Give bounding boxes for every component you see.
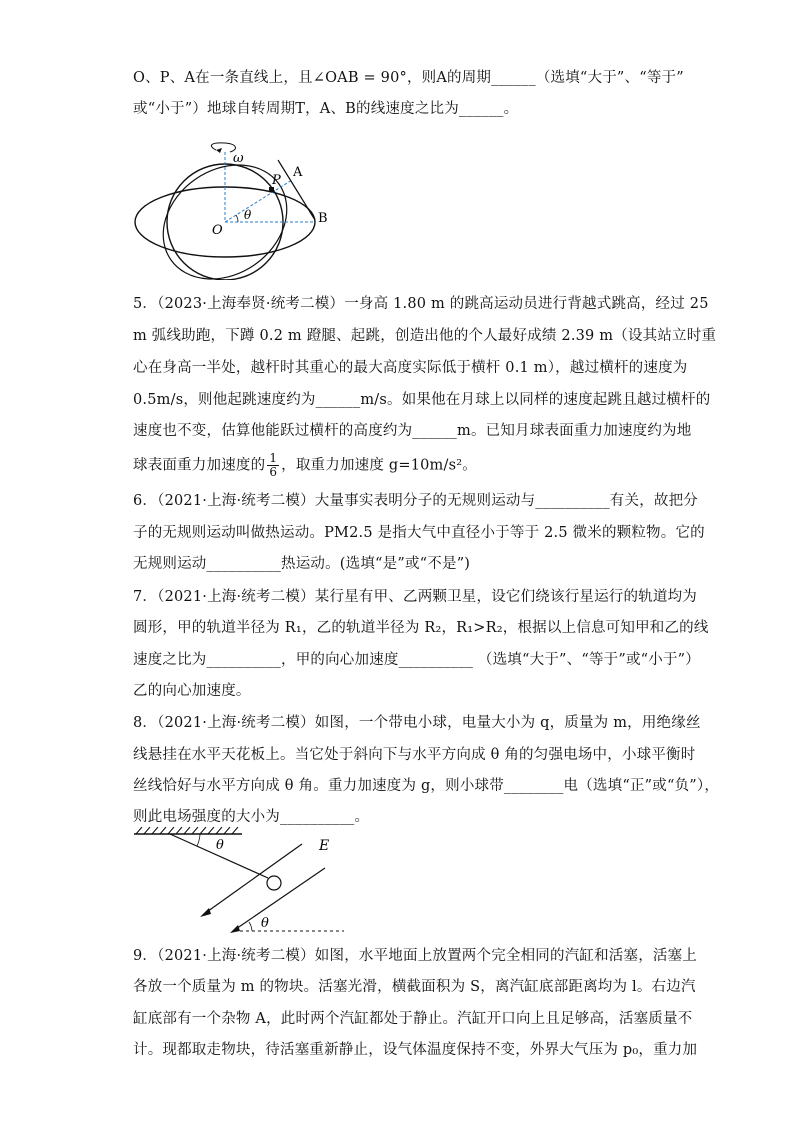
- q8-line-3: 丝线恰好与水平方向成 θ 角。重力加速度为 g，则小球带________电（选填“正”或“负”），: [133, 778, 720, 794]
- q9-line-2: 各放一个质量为 m 的物块。活塞光滑，横截面积为 S，离汽缸底部距离均为 l。右边汽: [133, 979, 696, 995]
- q5-line-1: 5．（2023·上海奉贤·统考二模）一身高 1.80 m 的跳高运动员进行背越式跳高，经过 25: [133, 296, 709, 312]
- theta-label: θ: [244, 208, 252, 222]
- fraction-denominator: 6: [269, 465, 278, 479]
- q5-line-2: m 弧线助跑，下蹲 0.2 m 蹬腿、起跳，创造出他的个人最好成绩 2.39 m（设其站立时重: [133, 328, 717, 344]
- q7-line-3: 速度之比为__________，甲的向心加速度__________ （选填“大于”、“等于”或“小于”）: [133, 652, 700, 668]
- q4-line-1: O、P、A在一条直线上，且∠OAB = 90°，则A的周期______（选填“大于”、“等于”: [133, 70, 684, 86]
- q6-line-3: 无规则运动__________热运动。(选填“是”或“不是”): [133, 556, 471, 572]
- q5-line-4: 0.5m/s，则他起跳速度约为______m/s。如果他在月球上以同样的速度起跳且越过横杆的: [133, 392, 711, 408]
- q7-line-4: 乙的向心加速度。: [133, 683, 251, 699]
- q8-line-1: 8．（2021·上海·统考二模）如图，一个带电小球，电量大小为 q，质量为 m，用绝缘丝: [133, 715, 701, 731]
- point-p-label: P: [272, 173, 281, 188]
- point-b-label: B: [318, 211, 328, 226]
- q5-line-6: [133, 452, 477, 479]
- q9-line-3: 缸底部有一个杂物 A，此时两个汽缸都处于静止。汽缸开口向上且足够高，活塞质量不: [133, 1011, 693, 1027]
- q5-line-6b: ，取重力加速度 g=10m/s²。: [281, 457, 477, 474]
- q9-line-1: 9．（2021·上海·统考二模）如图，水平地面上放置两个完全相同的汽缸和活塞，活塞上: [133, 948, 697, 964]
- point-o-label: O: [212, 223, 223, 238]
- fraction-one-sixth: [267, 452, 279, 479]
- q8-line-2: 线悬挂在水平天花板上。当它处于斜向下与水平方向成 θ 角的匀强电场中，小球平衡时: [133, 747, 696, 763]
- q6-line-1: 6．（2021·上海·统考二模）大量事实表明分子的无规则运动与__________有关，故把分: [133, 493, 698, 509]
- q5-line-3: 心在身高一半处，越杆时其重心的最大高度实际低于横杆 0.1 m），越过横杆的速度为: [133, 360, 688, 376]
- q7-line-1: 7．（2021·上海·统考二模）某行星有甲、乙两颗卫星，设它们绕该行星运行的轨道均为: [133, 589, 697, 605]
- fraction-numerator: 1: [269, 451, 278, 465]
- q6-line-2: 子的无规则运动叫做热运动。PM2.5 是指大气中直径小于等于 2.5 微米的颗粒物。它的: [133, 525, 705, 541]
- q7-line-2: 圆形，甲的轨道半径为 R₁，乙的轨道半径为 R₂，R₁>R₂，根据以上信息可知甲和乙的线: [133, 620, 709, 636]
- omega-label: ω: [233, 151, 244, 166]
- q5-line-5: 速度也不变，估算他能跃过横杆的高度约为______m。已知月球表面重力加速度约为地: [133, 423, 692, 439]
- field-e-label: E: [319, 838, 330, 854]
- q4-line-2: 或“小于”）地球自转周期T，A、B的线速度之比为______。: [133, 101, 519, 117]
- orbit-figure: [130, 140, 340, 280]
- q8-line-4: 则此电场强度的大小为__________。: [133, 809, 370, 825]
- q5-line-6a: 球表面重力加速度的: [133, 457, 266, 474]
- point-a-label: A: [293, 165, 303, 180]
- electric-field-figure: [130, 826, 360, 936]
- q9-line-4: 计。现都取走物块，待活塞重新静止，设气体温度保持不变，外界大气压为 p₀，重力加: [133, 1042, 698, 1058]
- theta-bottom-label: θ: [261, 916, 269, 931]
- theta-top-label: θ: [216, 838, 224, 853]
